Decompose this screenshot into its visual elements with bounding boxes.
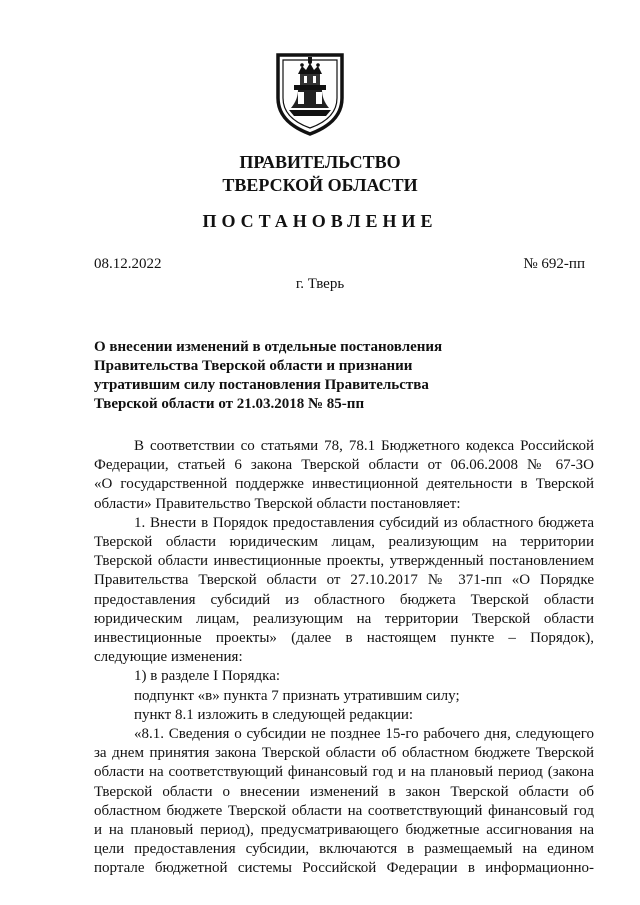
decree-date: 08.12.2022 <box>94 256 162 272</box>
decree-title: ПОСТАНОВЛЕНИЕ <box>202 211 438 231</box>
body-line: пункт 8.1 изложить в следующей редакции: <box>134 706 414 723</box>
decree-subject <box>94 338 514 414</box>
body-line: юридическим лицам, реализующим на территории Тверской области <box>94 610 594 627</box>
subject-line: утратившим силу постановления Правительства <box>94 377 429 393</box>
body-line: 1. Внести в Порядок предоставления субсидий из областного бюджета <box>134 514 594 531</box>
coat-of-arms-icon <box>274 52 346 136</box>
body-line: 1) в разделе I Порядка: <box>134 668 281 685</box>
decree-body <box>94 437 594 879</box>
subject-line: О внесении изменений в отдельные постановления <box>94 339 443 355</box>
body-line: портале бюджетной системы Российской Федерации в информационно- <box>94 860 594 877</box>
body-line: В соответствии со статьями 78, 78.1 Бюджетного кодекса Российской <box>134 438 594 454</box>
body-line: области на соответствующий финансовый год и на плановый период (закона <box>94 764 594 781</box>
government-title-line-2: ТВЕРСКОЙ ОБЛАСТИ <box>222 175 418 195</box>
body-line: Тверской области юридическим лицам, реализующим на территории <box>94 534 594 551</box>
decree-city: г. Тверь <box>295 276 345 292</box>
subject-line: Правительства Тверской области и признании <box>94 358 413 374</box>
body-line: за днем принятия закона Тверской области об областном бюджете Тверской <box>94 745 594 762</box>
body-line: инвестиционные проекты» (далее в настоящем пункте – Порядок), <box>94 630 594 647</box>
body-line: цели предоставления субсидии, включаются в размещаемый на едином <box>94 841 594 858</box>
body-line: следующие изменения: <box>94 649 243 666</box>
decree-number: № 692-пп <box>523 256 585 272</box>
body-line: «8.1. Сведения о субсидии не позднее 15-го рабочего дня, следующего <box>134 726 594 743</box>
body-line: Федерации, статьей 6 закона Тверской области от 06.06.2008 № 67-ЗО <box>94 457 594 474</box>
body-line: Тверской области о внесении изменений в закон Тверской области об <box>94 783 594 800</box>
body-line: Правительства Тверской области от 27.10.2017 № 371-пп «О Порядке <box>94 572 594 589</box>
government-title-line-1: ПРАВИТЕЛЬСТВО <box>239 152 401 172</box>
body-line: областном бюджете Тверской области на соответствующий финансовый год <box>94 802 594 819</box>
body-line: предоставления субсидий из областного бюджета Тверской области <box>94 591 594 608</box>
body-line: и на плановый период), предусматривающего бюджетные ассигнования на <box>94 822 594 839</box>
body-line: области» Правительство Тверской области постановляет: <box>94 495 461 512</box>
body-line: подпункт «в» пункта 7 признать утратившим силу; <box>134 687 460 704</box>
body-line: Тверской области инвестиционные проекты, утвержденный постановлением <box>94 553 594 570</box>
subject-line: Тверской области от 21.03.2018 № 85-пп <box>94 396 365 412</box>
body-line: «О государственной поддержке инвестиционной деятельности в Тверской <box>94 476 594 493</box>
